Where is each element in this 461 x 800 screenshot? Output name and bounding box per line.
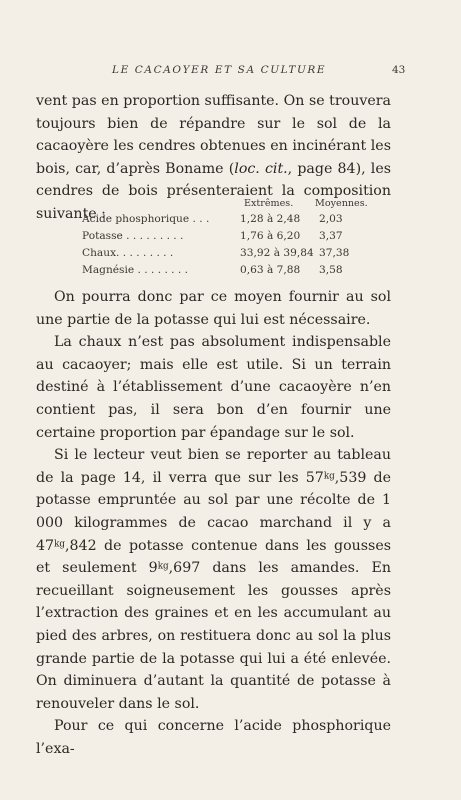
row-range: 0,63 à 7,88 — [240, 264, 301, 276]
table-row — [82, 228, 382, 245]
row-label: Potasse . . . . . . . . . — [82, 230, 184, 242]
column-header-extremes: Extrêmes. — [244, 198, 294, 209]
paragraph-4 — [36, 444, 391, 715]
ash-composition-table — [82, 194, 382, 279]
body-text — [36, 286, 391, 760]
table-header — [82, 194, 382, 211]
page-header — [0, 64, 461, 82]
table-row — [82, 245, 382, 262]
row-average: 3,37 — [319, 230, 343, 242]
citation-ref: loc. cit. — [234, 160, 288, 177]
row-average: 37,38 — [319, 247, 350, 259]
column-header-moyennes: Moyennes. — [315, 198, 368, 209]
paragraph-1-end: , page 84), les cendres de bois présenteraient la composition suivante : — [36, 160, 391, 222]
paragraph-4-part-c: ,842 de potasse contenue dans les gousses et seulement 9 — [36, 537, 391, 577]
paragraph-1-text: vent pas en proportion suffisante. On se trouvera toujours bien de répandre sur le sol de la cacaoyère les cendres obtenues en incinérant les bois, car, d’après Boname — [36, 93, 391, 177]
row-label: Chaux. . . . . . . . . — [82, 247, 174, 259]
paragraph-2: On pourra donc par ce moyen fournir au sol une partie de la potasse qui lui est nécessaire. — [36, 289, 391, 328]
paragraph-3: La chaux n’est pas absolument indispensable au cacaoyer; mais elle est utile. Si un terrain destiné à l’établissement d’une cacaoyère n’en contient pas, il sera bon d’en fournir une certaine proportion par épandage sur le sol. — [36, 334, 391, 441]
paragraph-4-part-d: ,697 dans les amandes. En recueillant soigneusement les gousses après l’extraction des graines et en les accumulant au pied des arbres, on restituera donc au sol la plus grande partie de la potasse qui lui a été enlevée. On diminuera d’autant la quantité de potasse à renouveler dans le sol. — [36, 560, 391, 712]
unit-superscript: kg — [157, 561, 169, 572]
running-title: LE CACAOYER ET SA CULTURE — [112, 64, 327, 76]
paragraph-5: Pour ce qui concerne l’acide phosphorique l’exa- — [36, 718, 391, 757]
page-number: 43 — [392, 64, 406, 76]
row-range: 33,92 à 39,84 — [240, 247, 314, 259]
row-label: Acide phosphorique . . . — [82, 213, 210, 225]
row-range: 1,28 à 2,48 — [240, 213, 301, 225]
row-label: Magnésie . . . . . . . . — [82, 264, 189, 276]
paragraph-intro: vent pas en proportion suffisante. On se trouvera toujours bien de répandre sur le sol de la cacaoyère les cendres obtenues en incinérant les bois, car, d’après Boname (loc. cit., page 84), les cendres de bois présenteraient la composition suivante : — [36, 93, 391, 222]
paragraph-4-part-b: ,539 de potasse empruntée au sol par une récolte de 1 000 kilogrammes de cacao marchand il y a 47 — [36, 469, 391, 554]
table-row — [82, 262, 382, 279]
row-average: 2,03 — [319, 213, 343, 225]
unit-superscript: kg — [323, 471, 335, 482]
row-range: 1,76 à 6,20 — [240, 230, 301, 242]
row-average: 3,58 — [319, 264, 343, 276]
unit-superscript: kg — [54, 538, 66, 549]
table-row — [82, 211, 382, 228]
paragraph-4-part-a: Si le lecteur veut bien se reporter au tableau de la page 14, il verra que sur les 57 — [36, 447, 391, 486]
